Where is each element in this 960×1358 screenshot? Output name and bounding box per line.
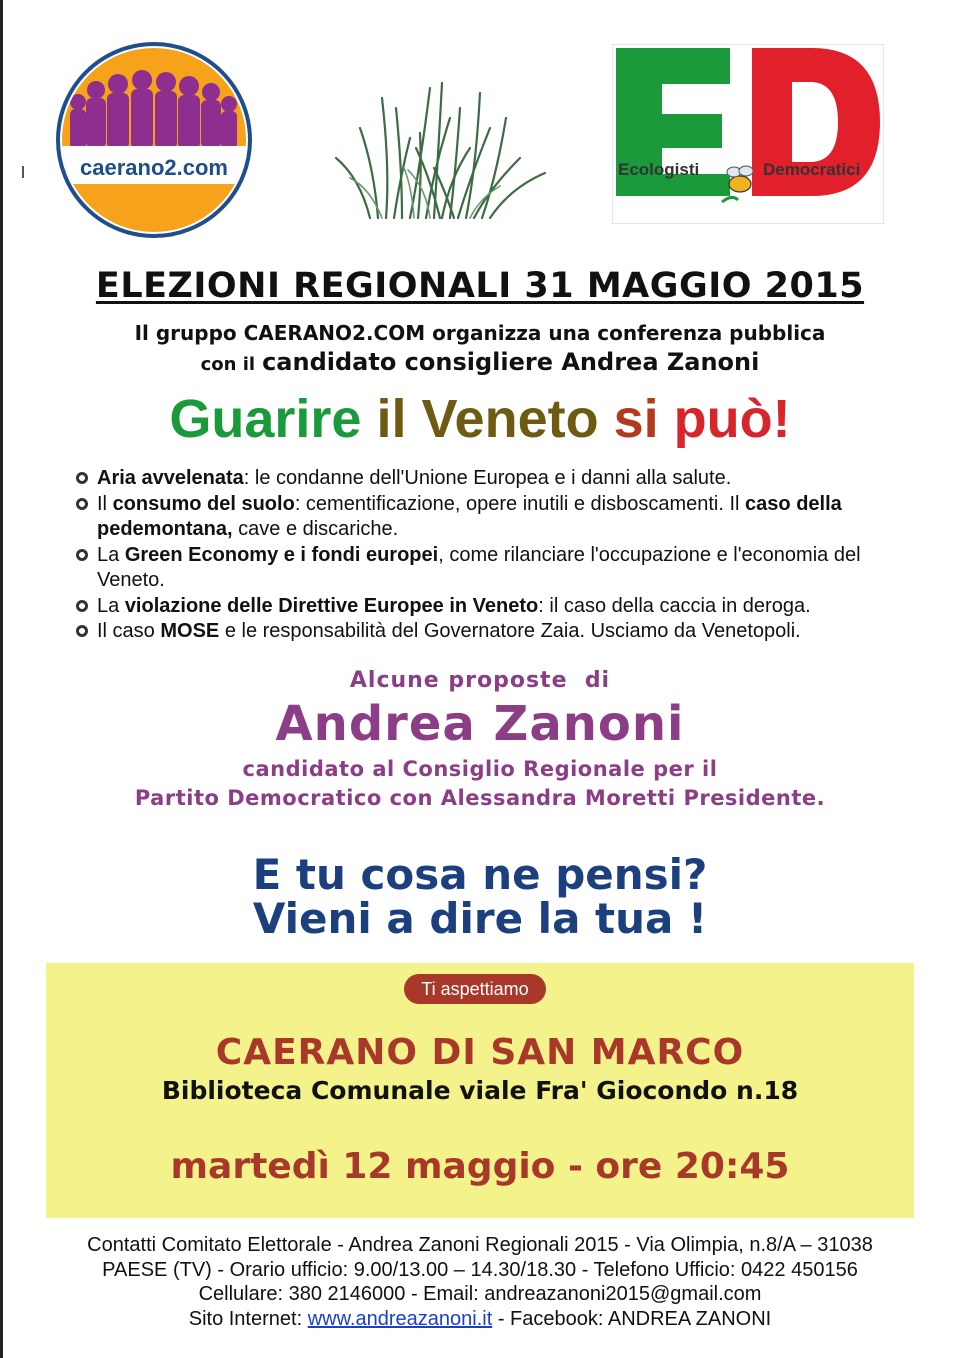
list-item: Aria avvelenata: le condanne dell'Unione Europea e i danni alla salute. — [76, 466, 916, 492]
candidate-name: Andrea Zanoni — [275, 696, 685, 752]
ed-logo-left-word: Ecologisti — [618, 160, 700, 179]
intro-line-2-main: candidato consigliere Andrea Zanoni — [262, 348, 760, 376]
bullet-icon — [76, 600, 88, 612]
cta-line-2: Vieni a dire la tua ! — [252, 894, 708, 943]
candidate-role-line-1: candidato al Consiglio Regionale per il — [242, 757, 718, 781]
list-item: La Green Economy e i fondi europei, come rilanciare l'occupazione e l'economia del Veneto. — [76, 543, 916, 594]
candidate-role-line-2: Partito Democratico con Alessandra Moretti Presidente. — [134, 786, 826, 810]
footer-line-2: PAESE (TV) - Orario ufficio: 9.00/13.00 – 14.30/18.30 - Telefono Ufficio: 0422 450156 — [102, 1258, 858, 1281]
proposals-subtitle: Alcune proposte di — [349, 668, 611, 693]
footer-contacts — [0, 1233, 960, 1331]
caerano2-logo — [56, 42, 252, 238]
bullet-icon — [76, 625, 88, 637]
grass-illustration — [330, 78, 552, 223]
margin-mark — [22, 166, 24, 178]
intro-line-1: Il gruppo CAERANO2.COM organizza una conferenza pubblica — [134, 321, 826, 345]
headline — [0, 266, 960, 306]
event-venue: Biblioteca Comunale viale Fra' Giocondo n.18 — [161, 1076, 799, 1105]
event-badge: Ti aspettiamo — [404, 974, 546, 1004]
slogan-word-2: il — [376, 389, 407, 449]
intro-line-2 — [0, 348, 960, 376]
footer-line-4 — [0, 1307, 960, 1332]
cta-line-1: E tu cosa ne pensi? — [252, 850, 708, 899]
footer-site-label: Sito Internet: — [188, 1307, 308, 1330]
slogan-word-4: si — [613, 389, 659, 449]
list-item: Il caso MOSE e le responsabilità del Governatore Zaia. Usciamo da Venetopoli. — [76, 619, 916, 645]
bullet-icon — [76, 549, 88, 561]
event-city: CAERANO DI SAN MARCO — [215, 1032, 745, 1073]
website-link[interactable]: www.andreazanoni.it — [307, 1307, 493, 1330]
slogan-word-5: può! — [673, 389, 791, 449]
list-item: Il consumo del suolo: cementificazione, opere inutili e disboscamenti. Il caso della pedemontana, cave e discariche. — [76, 492, 916, 543]
ecologisti-democratici-logo — [612, 44, 884, 224]
footer-line-1: Contatti Comitato Elettorale - Andrea Zanoni Regionali 2015 - Via Olimpia, n.8/A – 31038 — [87, 1234, 873, 1256]
slogan-word-3: Veneto — [421, 389, 599, 449]
list-item: La violazione delle Direttive Europee in Veneto: il caso della caccia in deroga. — [76, 594, 916, 620]
intro-line-2-prefix: con il — [200, 354, 256, 375]
slogan-word-1: Guarire — [169, 389, 362, 449]
svg-text:caerano2.com: caerano2.com — [80, 155, 228, 180]
footer-facebook: - Facebook: ANDREA ZANONI — [492, 1307, 772, 1330]
footer-line-3: Cellulare: 380 2146000 - Email: andreazanoni2015@gmail.com — [198, 1283, 762, 1305]
bullet-icon — [76, 498, 88, 510]
ed-logo-right-word: Democratici — [763, 160, 861, 179]
topics-list — [76, 466, 916, 645]
event-datetime: martedì 12 maggio - ore 20:45 — [170, 1146, 790, 1187]
slogan — [0, 388, 960, 450]
bullet-icon — [76, 472, 88, 484]
headline-text: ELEZIONI REGIONALI 31 MAGGIO 2015 — [95, 266, 865, 306]
